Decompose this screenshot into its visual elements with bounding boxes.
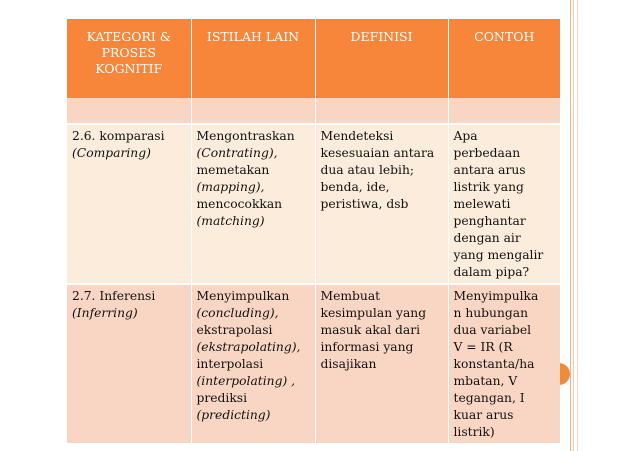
- decorative-vertical-line: [577, 0, 578, 451]
- table-header-row: [67, 19, 560, 98]
- header-istilah-lain: ISTILAH LAIN: [191, 19, 315, 98]
- cell-kategori: 2.7. Inferensi (Inferring): [67, 284, 191, 443]
- cell-contoh: Apa perbedaan antara arus listrik yang melewati penghantar dengan air yang mengalir dalam pipa?: [448, 124, 560, 284]
- decorative-vertical-line: [570, 0, 571, 451]
- cell-contoh: Menyimpulka n hubungan dua variabel V = IR (R konstanta/ha mbatan, V tegangan, I kuar arus listrik): [448, 284, 560, 443]
- cell-istilah: Mengontraskan (Contrating), memetakan (mapping), mencocokkan (matching): [191, 124, 315, 284]
- header-kategori: KATEGORI & PROSES KOGNITIF: [67, 19, 191, 98]
- cell-definisi: Membuat kesimpulan yang masuk akal dari informasi yang disajikan: [315, 284, 448, 443]
- table-row: [67, 124, 560, 284]
- table-spacer-row: [67, 98, 560, 124]
- cognitive-process-table: [67, 19, 560, 443]
- cell-kategori: 2.6. komparasi (Comparing): [67, 124, 191, 284]
- cell-istilah: Menyimpulkan (concluding), ekstrapolasi (ekstrapolating), interpolasi (interpolating) , prediksi (predicting): [191, 284, 315, 443]
- header-definisi: DEFINISI: [315, 19, 448, 98]
- decorative-vertical-line: [573, 0, 574, 451]
- cell-definisi: Mendeteksi kesesuaian antara dua atau lebih; benda, ide, peristiwa, dsb: [315, 124, 448, 284]
- header-contoh: CONTOH: [448, 19, 560, 98]
- table-row: [67, 284, 560, 443]
